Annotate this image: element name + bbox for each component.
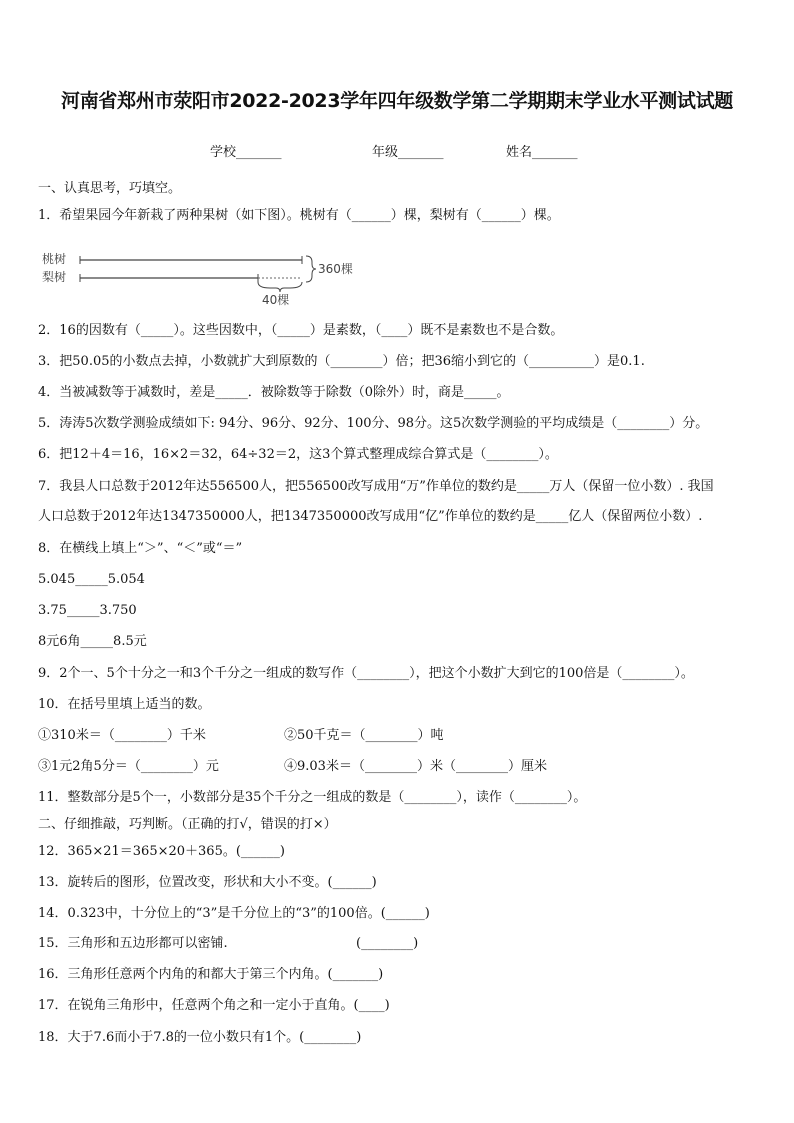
question-15-answer-blank: (________) bbox=[356, 936, 419, 951]
peach-tree-label: 桃树 bbox=[42, 252, 67, 266]
question-8-item-3: 8元6角_____8.5元 bbox=[38, 634, 147, 649]
question-7-line-2: 人口总数于2012年达1347350000人，把1347350000改写成用“亿”作单位的数约是_____亿人（保留两位小数）. bbox=[38, 509, 703, 524]
question-10-item-1: ①310米＝（________）千米 bbox=[38, 728, 206, 743]
grade-field[interactable]: 年级_______ bbox=[372, 145, 444, 160]
question-9: 9．2个一、5个十分之一和3个千分之一组成的数写作（________），把这个小数扩大到它的100倍是（________）。 bbox=[38, 666, 694, 681]
question-16: 16．三角形任意两个内角的和都大于第三个内角。(_______) bbox=[38, 967, 384, 982]
question-3: 3．把50.05的小数点去掉，小数就扩大到原数的（________）倍；把36缩小到它的（__________）是0.1. bbox=[38, 354, 645, 369]
question-10: 10．在括号里填上适当的数。 bbox=[38, 697, 211, 712]
question-4: 4．当被减数等于减数时，差是_____．被除数等于除数（0除外）时，商是_____。 bbox=[38, 385, 510, 400]
difference-label: 40棵 bbox=[262, 293, 290, 307]
school-field[interactable]: 学校_______ bbox=[210, 145, 282, 160]
question-8-item-1: 5.045_____5.054 bbox=[38, 572, 145, 587]
question-5: 5．涛涛5次数学测验成绩如下: 94分、96分、92分、100分、98分。这5次数学测验的平均成绩是（________）分。 bbox=[38, 416, 709, 431]
question-15: 15．三角形和五边形都可以密铺. bbox=[38, 936, 228, 951]
section-heading-judge: 二、仔细推敲，巧判断。（正确的打√，错误的打×） bbox=[38, 817, 337, 832]
question-13: 13．旋转后的图形，位置改变，形状和大小不变。(______) bbox=[38, 875, 377, 890]
question-11: 11．整数部分是5个一，小数部分是35个千分之一组成的数是（________），读作（________）。 bbox=[38, 790, 587, 805]
section-heading-fill-in: 一、认真思考，巧填空。 bbox=[38, 181, 182, 196]
question-8-item-2: 3.75_____3.750 bbox=[38, 603, 137, 618]
question-10-item-3: ③1元2角5分＝（________）元 bbox=[38, 759, 219, 774]
question-10-item-2: ②50千克＝（________）吨 bbox=[284, 728, 444, 743]
total-brace bbox=[306, 256, 316, 282]
question-8: 8．在横线上填上“＞”、“＜”或“＝” bbox=[38, 541, 243, 556]
question-18: 18．大于7.6而小于7.8的一位小数只有1个。(________) bbox=[38, 1030, 362, 1045]
question-10-item-4: ④9.03米＝（________）米（________）厘米 bbox=[284, 759, 547, 774]
page-title: 河南省郑州市荥阳市2022-2023学年四年级数学第二学期期末学业水平测试试题 bbox=[61, 90, 733, 112]
total-label: 360棵 bbox=[318, 262, 353, 276]
fruit-tree-diagram bbox=[40, 248, 370, 310]
difference-brace bbox=[258, 282, 302, 292]
question-6: 6．把12＋4＝16，16×2＝32，64÷32＝2，这3个算式整理成综合算式是（________）。 bbox=[38, 447, 558, 462]
question-2: 2．16的因数有（_____）。这些因数中，（_____）是素数，（____）既不是素数也不是合数。 bbox=[38, 323, 564, 338]
question-12: 12．365×21＝365×20＋365。(______) bbox=[38, 844, 285, 859]
question-1: 1．希望果园今年新栽了两种果树（如下图）。桃树有（______）棵，梨树有（______）棵。 bbox=[38, 208, 560, 223]
question-7-line-1: 7．我县人口总数于2012年达556500人，把556500改写成用“万”作单位的数约是_____万人（保留一位小数）. 我国 bbox=[38, 479, 714, 494]
pear-tree-label: 梨树 bbox=[42, 270, 67, 284]
question-17: 17．在锐角三角形中，任意两个角之和一定小于直角。(____) bbox=[38, 998, 390, 1013]
question-14: 14．0.323中，十分位上的“3”是千分位上的“3”的100倍。(______) bbox=[38, 906, 430, 921]
name-field[interactable]: 姓名_______ bbox=[506, 145, 578, 160]
